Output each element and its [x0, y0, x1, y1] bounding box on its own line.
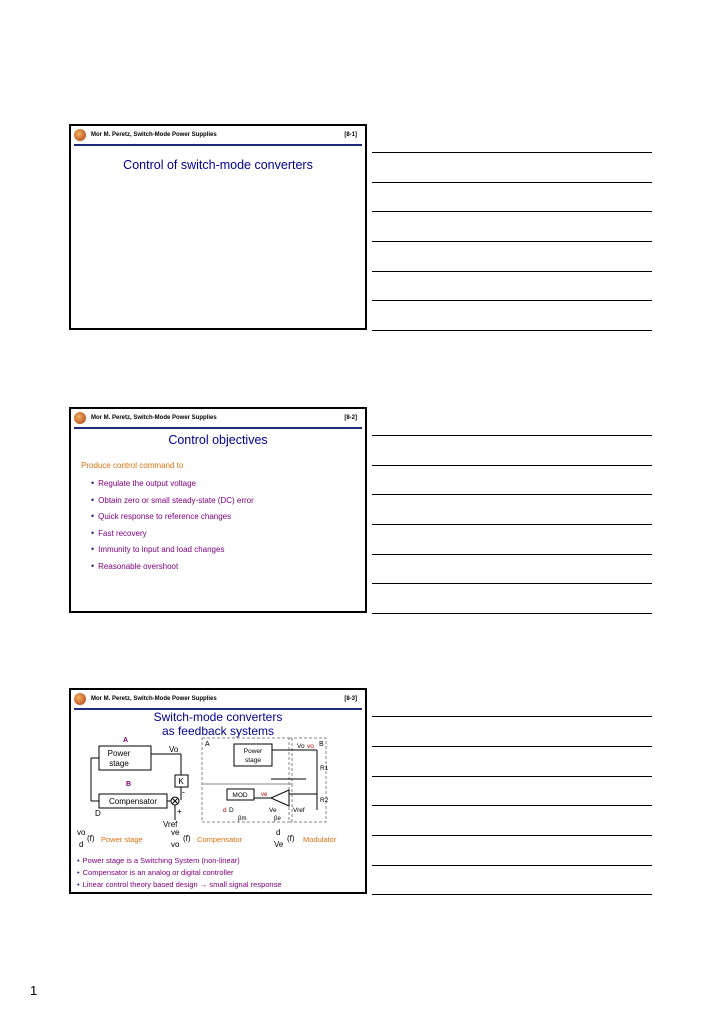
list-item: • Immunity to input and load changes — [91, 544, 225, 554]
slide-header — [71, 126, 365, 146]
svg-text:A: A — [205, 741, 210, 748]
svg-text:Vref: Vref — [293, 807, 305, 814]
slide-subtitle: as feedback systems — [161, 724, 275, 738]
svg-text:d: d — [223, 807, 227, 814]
svg-text:ve: ve — [261, 792, 268, 798]
slide-title: Control of switch-mode converters — [123, 158, 313, 172]
list-item: • Linear control theory based design → small signal response — [77, 880, 282, 889]
slide-title: Control objectives — [168, 433, 268, 447]
author: Mor M. Peretz, Switch-Mode Power Supplies — [91, 415, 217, 421]
slide-number: [8-1] — [344, 132, 357, 138]
tf-mod-label: Modulator — [303, 835, 337, 844]
d-label: D — [95, 809, 101, 818]
label-b: B — [126, 781, 132, 788]
list-item: • Reasonable overshoot — [91, 561, 179, 571]
slide-1 — [69, 124, 367, 330]
page-number: 1 — [30, 983, 38, 998]
svg-text:R2: R2 — [320, 797, 329, 804]
logo-icon — [74, 129, 86, 141]
svg-text:Vo: Vo — [297, 743, 305, 750]
svg-text:stage: stage — [245, 757, 261, 764]
power-stage-label: Power — [107, 749, 131, 758]
author: Mor M. Peretz, Switch-Mode Power Supplies — [91, 132, 217, 138]
list-item: • Regulate the output voltage — [91, 478, 197, 488]
op-amp — [271, 790, 289, 806]
slide-title: Switch-mode converters — [153, 710, 283, 724]
slide-3: Mor M. Peretz, Switch-Mode Power Supplies [8-3] Switch-mode converters as feedback systems A Power stage Vo K B Compensator - + D Vref A B Power stage Vo vo R1 R2 MOD d D ve Ve Vref βm βe vo d (f) Power stage ve vo (f) Compensator d Ve (f) Modulator • Power stage is a Switching System (non-linear) • Compensator is an analog or digital controller • Linear control theory based design → small signal response — [69, 688, 367, 894]
intro-text: Produce control command to — [81, 461, 184, 470]
k-label: K — [178, 777, 184, 786]
logo-icon — [74, 693, 86, 705]
author: Mor M. Peretz, Switch-Mode Power Supplies — [91, 696, 217, 702]
svg-text:R1: R1 — [320, 765, 329, 772]
svg-text:Power: Power — [243, 748, 263, 755]
list-item: • Quick response to reference changes — [91, 511, 232, 521]
slide-header — [71, 690, 365, 710]
tf-comp-label: Compensator — [197, 835, 243, 844]
slide-header — [71, 409, 365, 429]
header-rule — [74, 427, 362, 429]
svg-text:vo: vo — [307, 743, 314, 750]
vref-label: Vref — [163, 820, 178, 829]
list-item: • Power stage is a Switching System (non-linear) — [77, 856, 240, 865]
header-rule — [74, 144, 362, 146]
svg-text:+: + — [177, 807, 182, 816]
slide-number: [8-2] — [344, 415, 357, 421]
slide-number: [8-3] — [344, 696, 357, 702]
svg-text:βe: βe — [274, 816, 281, 822]
svg-text:MOD: MOD — [232, 792, 248, 799]
list-item: • Obtain zero or small steady-state (DC) error — [91, 495, 254, 505]
svg-text:Ve: Ve — [269, 807, 277, 814]
tf-power-den: d — [79, 840, 84, 849]
svg-text:D: D — [229, 807, 234, 814]
svg-text:-: - — [182, 787, 185, 797]
power-stage-label-2: stage — [109, 759, 129, 768]
tf-power-num: vo — [77, 828, 86, 837]
logo-icon — [74, 412, 86, 424]
label-a: A — [123, 737, 129, 744]
tf-power-label: Power stage — [101, 835, 143, 844]
vo-label: Vo — [169, 745, 179, 754]
svg-text:βm: βm — [238, 816, 247, 822]
svg-text:B: B — [319, 741, 324, 748]
list-item: • Compensator is an analog or digital controller — [77, 868, 234, 877]
compensator-label: Compensator — [108, 797, 158, 806]
feedback-diagram — [71, 734, 367, 829]
slide-2 — [69, 407, 367, 613]
list-item: • Fast recovery — [91, 528, 147, 538]
